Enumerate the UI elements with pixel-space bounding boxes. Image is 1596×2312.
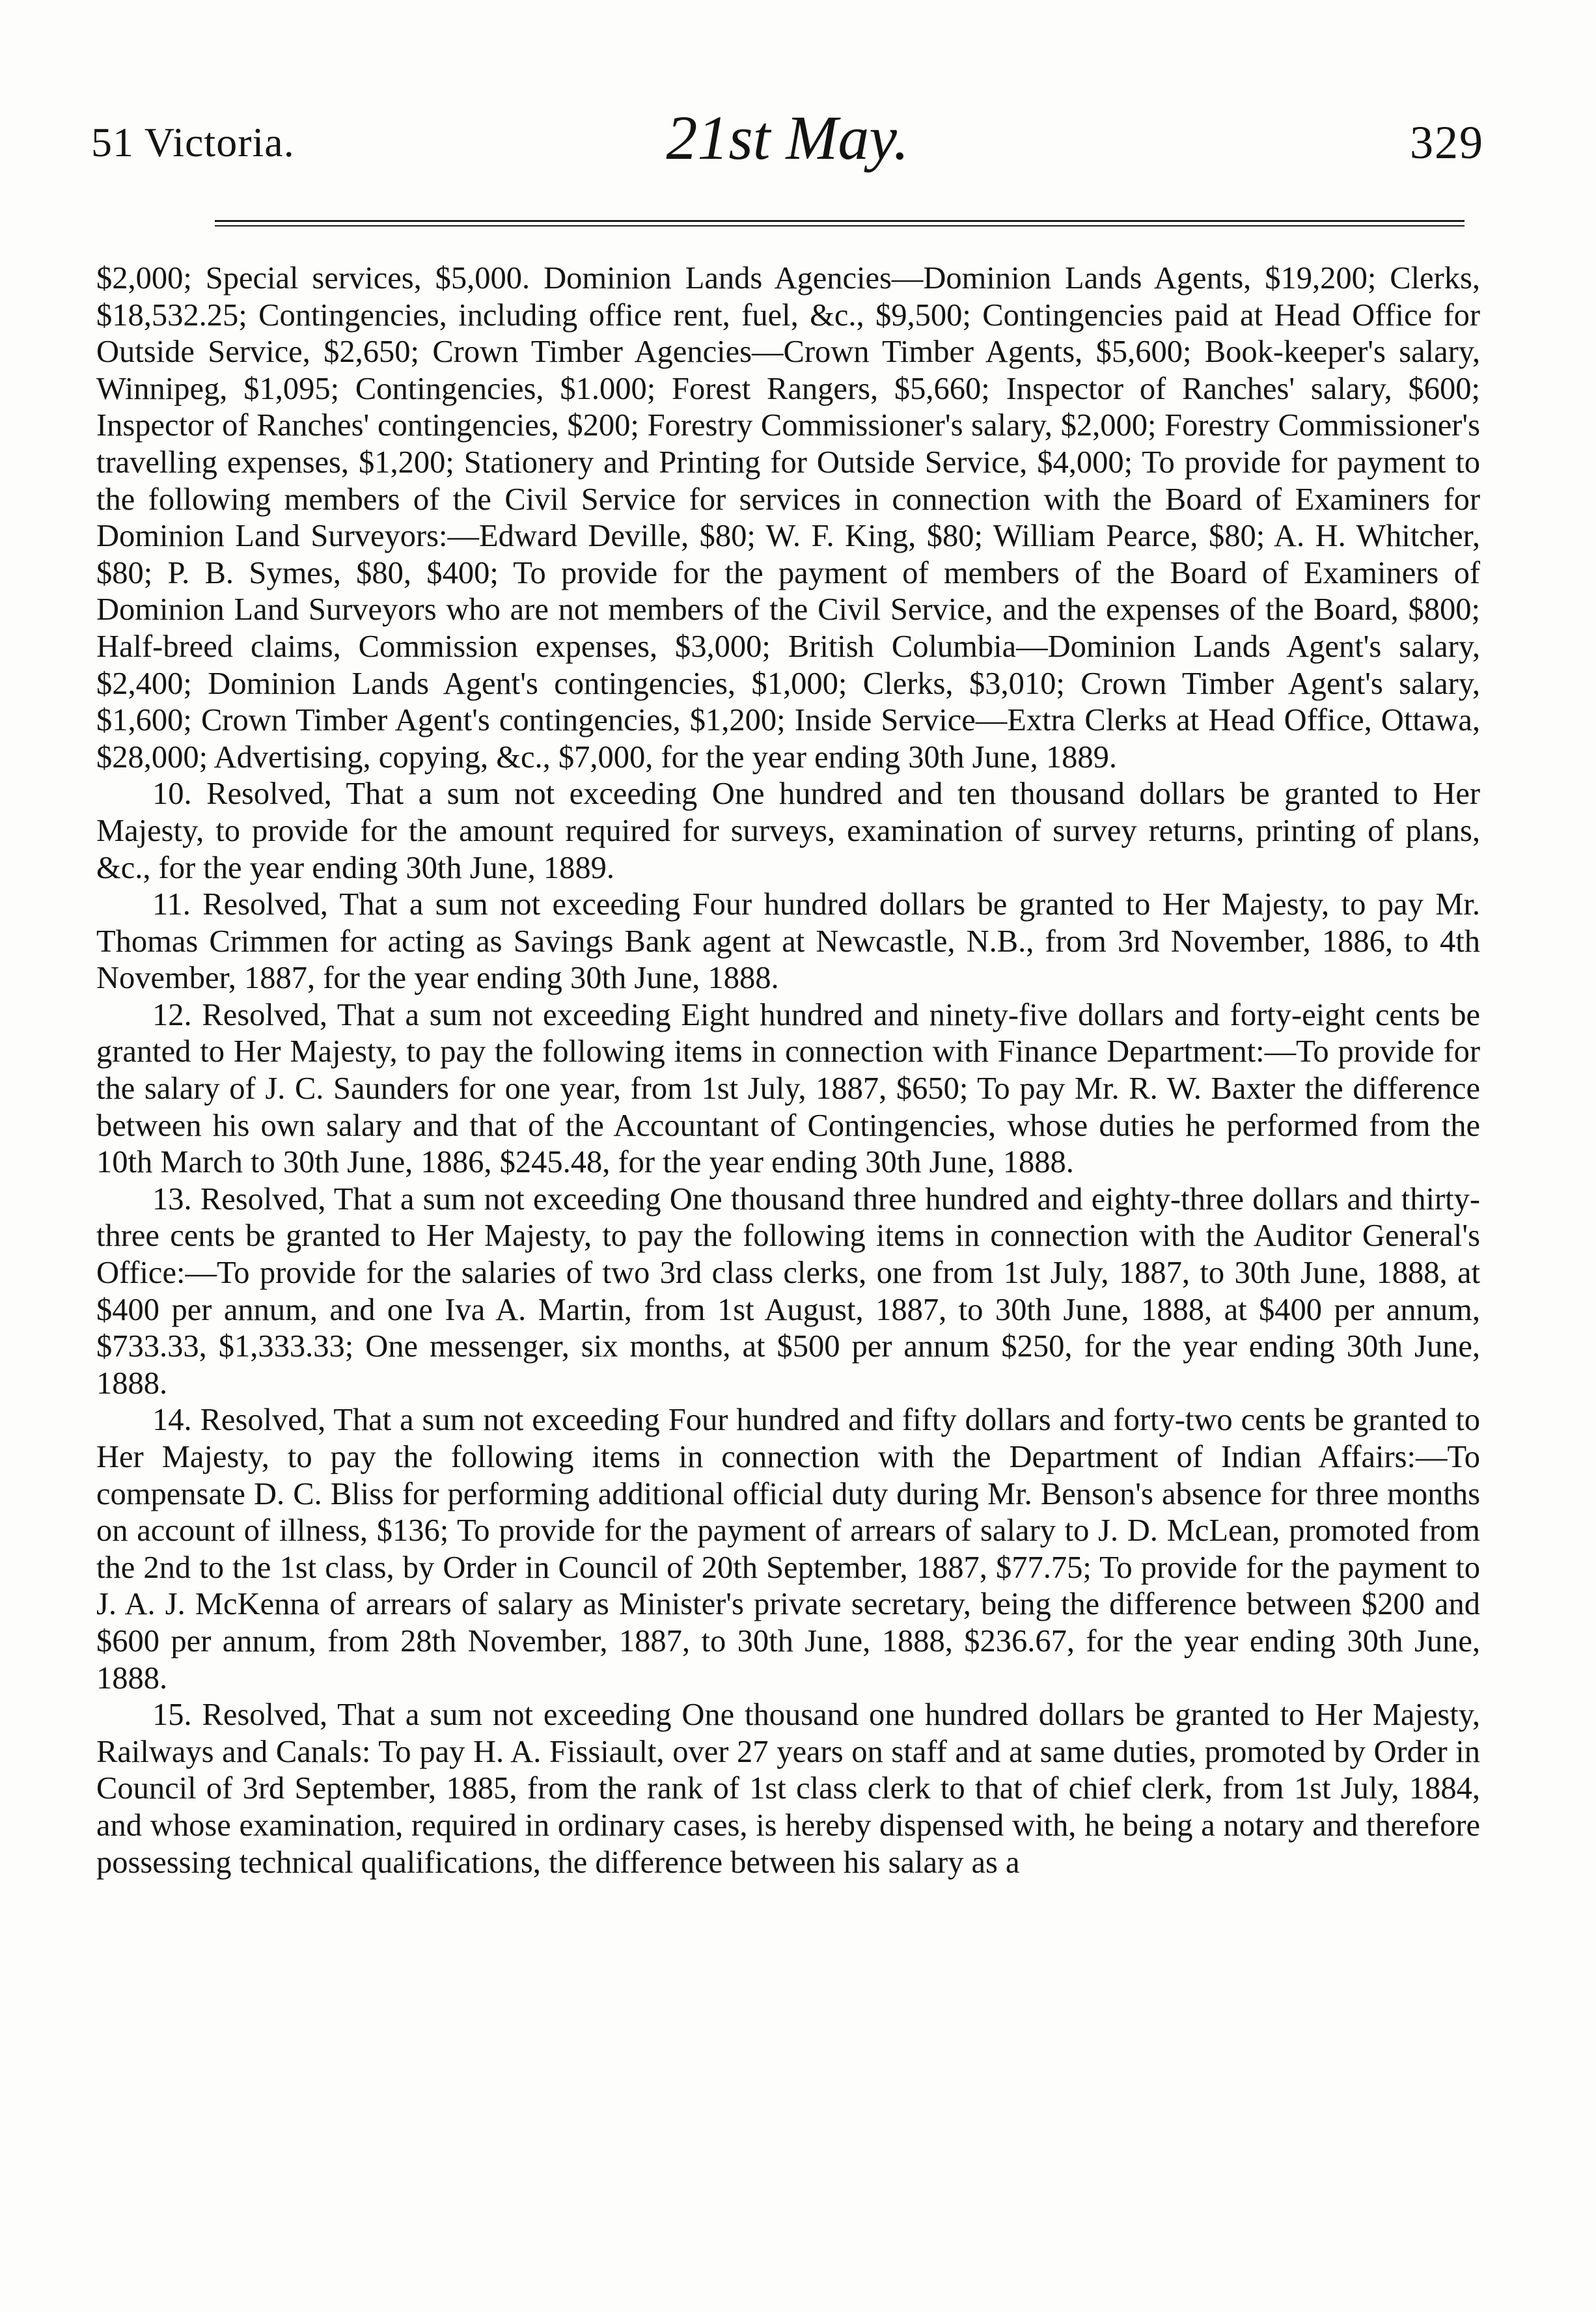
page-header	[91, 98, 1484, 208]
resolution-10: 10. Resolved, That a sum not exceeding One hundred and ten thousand dollars be granted to Her Majesty, to provide for the amount required for surveys, examination of survey returns, printing of plans, &c., for the year ending 30th June, 1889.	[96, 777, 1480, 885]
header-rule-thin	[215, 225, 1465, 227]
resolution-15: 15. Resolved, That a sum not exceeding One thousand one hundred dollars be granted to Her Majesty, Railways and Canals: To pay H. A. Fissiault, over 27 years on staff and at same duties, promoted by Order in Council of 3rd September, 1885, from the rank of 1st class clerk to that of chief clerk, from 1st July, 1884, and whose examination, required in ordinary cases, is hereby dispensed with, he being a notary and therefore possessing technical qualifications, the difference between his salary as a	[96, 1698, 1480, 1880]
resolution-14: 14. Resolved, That a sum not exceeding Four hundred and fifty dollars and forty-two cents be granted to Her Majesty, to pay the following items in connection with the Department of Indian Affairs:—To compensate D. C. Bliss for performing additional official duty during Mr. Benson's absence for three months on account of illness, $136; To provide for the payment of arrears of salary to J. D. McLean, promoted from the 2nd to the 1st class, by Order in Council of 20th September, 1887, $77.75; To provide for the payment to J. A. J. McKenna of arrears of salary as Minister's private secretary, being the difference between $200 and $600 per annum, from 28th November, 1887, to 30th June, 1888, $236.67, for the year ending 30th June, 1888.	[96, 1403, 1480, 1696]
regnal-year: 51 Victoria.	[91, 119, 295, 165]
resolution-12: 12. Resolved, That a sum not exceeding Eight hundred and ninety-five dollars and forty-eight cents be granted to Her Majesty, to pay the following items in connection with Finance Department:—To provide for the salary of J. C. Saunders for one year, from 1st July, 1887, $650; To pay Mr. R. W. Baxter the difference between his own salary and that of the Accountant of Contingencies, whose duties he performed from the 10th March to 30th June, 1886, $245.48, for the year ending 30th June, 1888.	[96, 997, 1480, 1180]
document-body	[96, 260, 1480, 2272]
header-rule	[215, 220, 1465, 222]
page-date: 21st May.	[666, 103, 909, 172]
page-number: 329	[1410, 117, 1484, 169]
resolution-13: 13. Resolved, That a sum not exceeding One thousand three hundred and eighty-three dollars and thirty-three cents be granted to Her Majesty, to pay the following items in connection with the Auditor General's Office:—To provide for the salaries of two 3rd class clerks, one from 1st July, 1887, to 30th June, 1888, at $400 per annum, and one Iva A. Martin, from 1st August, 1887, to 30th June, 1888, at $400 per annum, $733.33, $1,333.33; One messenger, six months, at $500 per annum $250, for the year ending 30th June, 1888.	[96, 1181, 1480, 1401]
resolution-11: 11. Resolved, That a sum not exceeding Four hundred dollars be granted to Her Majesty, to pay Mr. Thomas Crimmen for acting as Savings Bank agent at Newcastle, N.B., from 3rd November, 1886, to 4th November, 1887, for the year ending 30th June, 1888.	[96, 887, 1480, 996]
paragraph-continued: $2,000; Special services, $5,000. Dominion Lands Agencies—Dominion Lands Agents, $19,200; Clerks, $18,532.25; Contingencies, including office rent, fuel, &c., $9,500; Contingencies paid at Head Office for Outside Service, $2,650; Crown Timber Agencies—Crown Timber Agents, $5,600; Book-keeper's salary, Winnipeg, $1,095; Contingencies, $1.000; Forest Rangers, $5,660; Inspector of Ranches' salary, $600; Inspector of Ranches' contingencies, $200; Forestry Commissioner's salary, $2,000; Forestry Commissioner's travelling expenses, $1,200; Stationery and Printing for Outside Service, $4,000; To provide for payment to the following members of the Civil Service for services in connection with the Board of Examiners for Dominion Land Surveyors:—Edward Deville, $80; W. F. King, $80; William Pearce, $80; A. H. Whitcher, $80; P. B. Symes, $80, $400; To provide for the payment of members of the Board of Examiners of Dominion Land Surveyors who are not members of the Civil Service, and the expenses of the Board, $800; Half-breed claims, Commission expenses, $3,000; British Columbia—Dominion Lands Agent's salary, $2,400; Dominion Lands Agent's contingencies, $1,000; Clerks, $3,010; Crown Timber Agent's salary, $1,600; Crown Timber Agent's contingencies, $1,200; Inside Service—Extra Clerks at Head Office, Ottawa, $28,000; Advertising, copying, &c., $7,000, for the year ending 30th June, 1889.	[96, 261, 1480, 775]
